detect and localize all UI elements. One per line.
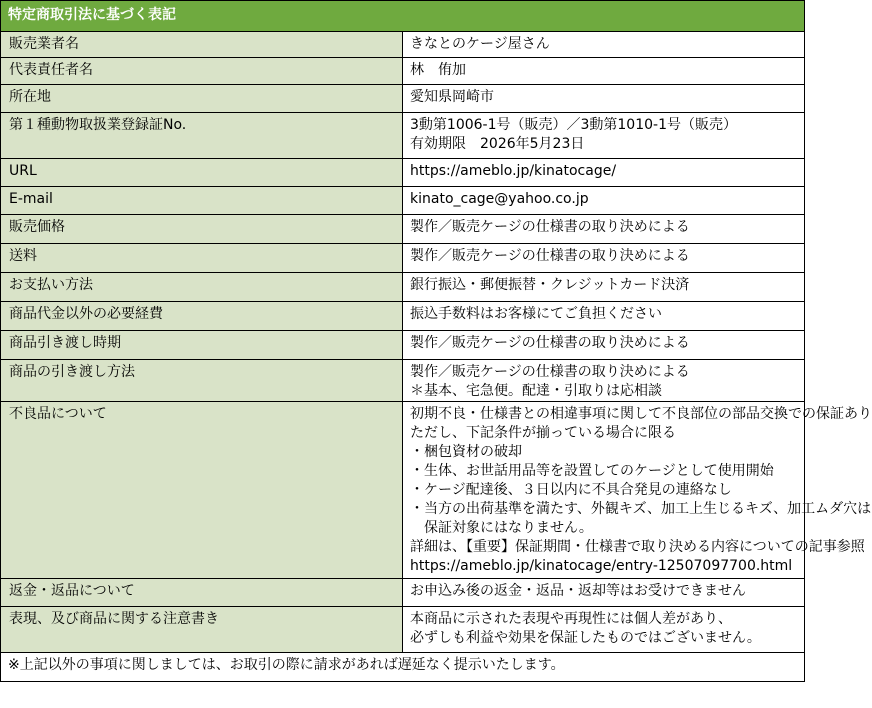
row-value <box>403 579 805 607</box>
table-row <box>1 187 805 215</box>
table-row <box>1 113 805 159</box>
row-value-line: ・当方の出荷基準を満たす、外観キズ、加工上生じるキズ、加工ムダ穴は <box>410 501 872 517</box>
row-label: E-mail <box>1 187 403 215</box>
row-value-line: ただし、下記条件が揃っている場合に限る <box>410 425 676 441</box>
table-row <box>1 579 805 607</box>
row-value-line: https://ameblo.jp/kinatocage/entry-12507097700.html <box>410 558 793 574</box>
row-label: 第１種動物取扱業登録証No. <box>1 113 403 159</box>
row-value-line: 製作／販売ケージの仕様書の取り決めによる <box>410 364 690 380</box>
row-value-line: 初期不良・仕様書との相違事項に関して不良部位の部品交換での保証あり <box>410 406 872 422</box>
row-value-line: 3動第1006-1号（販売）／3動第1010-1号（販売） <box>410 117 737 133</box>
row-label: 表現、及び商品に関する注意書き <box>1 607 403 653</box>
row-label: 不良品について <box>1 402 403 579</box>
row-value-line: 必ずしも利益や効果を保証したものではございません。 <box>410 630 761 646</box>
row-value-line: kinato_cage@yahoo.co.jp <box>410 191 589 207</box>
row-value-line: 本商品に示された表現や再現性には個人差があり、 <box>410 611 732 627</box>
table-row <box>1 273 805 302</box>
row-value-line: 製作／販売ケージの仕様書の取り決めによる <box>410 248 690 264</box>
row-value-line: 保証対象にはなりません。 <box>410 520 593 536</box>
row-value-line: 製作／販売ケージの仕様書の取り決めによる <box>410 219 690 235</box>
table-row <box>1 360 805 402</box>
row-value-line: 振込手数料はお客様にてご負担ください <box>410 306 662 322</box>
table-row <box>1 302 805 331</box>
row-value <box>403 187 805 215</box>
table-row <box>1 58 805 85</box>
table-header-row <box>1 1 805 32</box>
row-value <box>403 607 805 653</box>
row-value-line: 愛知県岡崎市 <box>410 89 494 105</box>
legal-notice-body <box>1 1 872 682</box>
row-value-line: 銀行振込・郵便振替・クレジットカード決済 <box>410 277 690 293</box>
row-value <box>403 159 805 187</box>
row-value <box>403 273 805 302</box>
row-label: 商品の引き渡し方法 <box>1 360 403 402</box>
row-value-line: ・梱包資材の破却 <box>410 444 522 460</box>
row-value-line: 詳細は、【重要】保証期間・仕様書で取り決める内容についての記事参照 <box>410 539 865 555</box>
row-label: 商品引き渡し時期 <box>1 331 403 360</box>
table-row <box>1 244 805 273</box>
table-row <box>1 215 805 244</box>
row-value-line: きなとのケージ屋さん <box>410 36 550 52</box>
row-value-line: ・生体、お世話用品等を設置してのケージとして使用開始 <box>410 463 774 479</box>
row-label: 送料 <box>1 244 403 273</box>
row-value-line: 林 侑加 <box>410 62 466 78</box>
row-value-line: ＊基本、宅急便。配達・引取りは応相談 <box>410 383 662 399</box>
table-row <box>1 159 805 187</box>
row-value <box>403 85 805 113</box>
table-row <box>1 331 805 360</box>
row-label: 販売価格 <box>1 215 403 244</box>
row-value-line: お申込み後の返金・返品・返却等はお受けできません <box>410 583 746 599</box>
row-value-line: ・ケージ配達後、３日以内に不具合発見の連絡なし <box>410 482 732 498</box>
row-value-line: 製作／販売ケージの仕様書の取り決めによる <box>410 335 690 351</box>
footer-row <box>1 653 805 682</box>
row-label: お支払い方法 <box>1 273 403 302</box>
table-row <box>1 402 805 579</box>
row-value <box>403 113 805 159</box>
row-label: 商品代金以外の必要経費 <box>1 302 403 331</box>
row-label: 代表責任者名 <box>1 58 403 85</box>
table-row <box>1 85 805 113</box>
row-label: 返金・返品について <box>1 579 403 607</box>
row-value <box>403 58 805 85</box>
row-value <box>403 244 805 273</box>
row-label: URL <box>1 159 403 187</box>
table-row <box>1 607 805 653</box>
row-value <box>403 402 872 579</box>
row-label: 販売業者名 <box>1 32 403 58</box>
table-row <box>1 32 805 58</box>
row-label: 所在地 <box>1 85 403 113</box>
row-value <box>403 360 805 402</box>
row-value-line: https://ameblo.jp/kinatocage/ <box>410 163 617 179</box>
row-value-line: 有効期限 2026年5月23日 <box>410 136 585 152</box>
row-value <box>403 215 805 244</box>
row-value <box>403 302 805 331</box>
table-title: 特定商取引法に基づく表記 <box>1 1 805 32</box>
row-value <box>403 32 805 58</box>
row-value <box>403 331 805 360</box>
footer-note: ※上記以外の事項に関しましては、お取引の際に請求があれば遅延なく提示いたします。 <box>1 653 805 682</box>
